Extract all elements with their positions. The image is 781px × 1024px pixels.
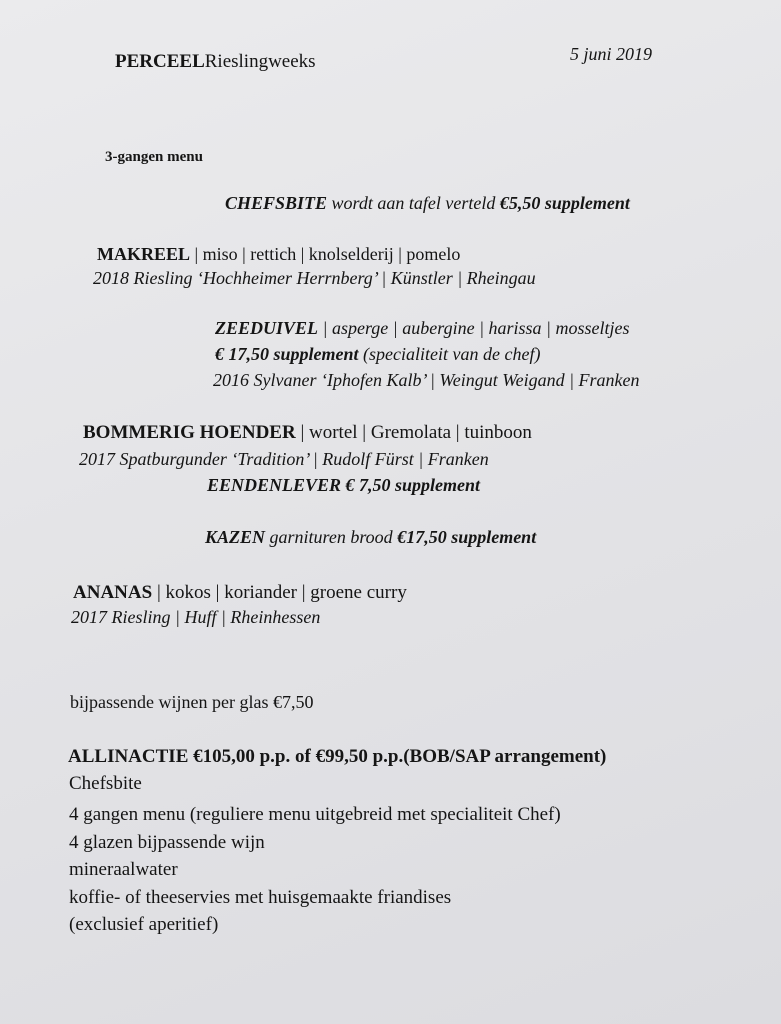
course-price: €17,50 supplement bbox=[397, 527, 537, 547]
eendenlever-supplement: EENDENLEVER € 7,50 supplement bbox=[207, 475, 481, 495]
allin-item: Chefsbite bbox=[69, 773, 142, 794]
course-name: KAZEN bbox=[205, 527, 266, 547]
course-name: ZEEDUIVEL bbox=[215, 318, 319, 338]
course-makreel bbox=[97, 245, 460, 263]
allin-item: 4 glazen bijpassende wijn bbox=[69, 832, 265, 853]
course-ingredients: | miso | rettich | knolselderij | pomelo bbox=[190, 244, 461, 264]
course-ingredients: | kokos | koriander | groene curry bbox=[152, 582, 407, 603]
course-name: MAKREEL bbox=[97, 244, 191, 264]
wine-pairing: 2016 Sylvaner ‘Iphofen Kalb’ | Weingut Weigand | Franken bbox=[213, 370, 640, 390]
course-supplement bbox=[215, 345, 540, 363]
course-name: BOMMERIG HOENDER bbox=[83, 422, 296, 443]
wine-pairing: 2018 Riesling ‘Hochheimer Herrnberg’ | Künstler | Rheingau bbox=[93, 268, 536, 288]
allin-item: koffie- of theeservies met huisgemaakte friandises bbox=[69, 887, 452, 908]
allin-item: 4 gangen menu (reguliere menu uitgebreid met specialiteit Chef) bbox=[69, 804, 561, 825]
brand: PERCEEL bbox=[115, 51, 205, 72]
supplement-price: € 17,50 supplement bbox=[215, 344, 359, 364]
event-title: Rieslingweeks bbox=[204, 51, 316, 72]
chefsbite-name: CHEFSBITE bbox=[225, 193, 328, 213]
wine-pairing: 2017 Spatburgunder ‘Tradition’ | Rudolf Fürst | Franken bbox=[79, 449, 489, 469]
course-ananas bbox=[73, 583, 407, 602]
supplement-note: (specialiteit van de chef) bbox=[358, 344, 541, 364]
chefsbite-text: wordt aan tafel verteld bbox=[331, 193, 496, 213]
allin-item: mineraalwater bbox=[69, 859, 178, 880]
wine-per-glass: bijpassende wijnen per glas €7,50 bbox=[70, 692, 314, 712]
menu-title: 3-gangen menu bbox=[105, 149, 203, 165]
chefsbite-price: €5,50 supplement bbox=[499, 193, 630, 213]
menu-header bbox=[115, 52, 316, 71]
course-kazen bbox=[205, 528, 536, 546]
course-bommerig-hoender bbox=[83, 423, 532, 442]
course-ingredients: | asperge | aubergine | harissa | mosseltjes bbox=[318, 318, 630, 338]
course-name: ANANAS bbox=[73, 582, 153, 603]
allin-item: (exclusief aperitief) bbox=[69, 914, 219, 935]
menu-date: 5 juni 2019 bbox=[570, 44, 653, 64]
chefsbite-line bbox=[225, 194, 630, 212]
course-text: garnituren brood bbox=[265, 527, 398, 547]
wine-pairing: 2017 Riesling | Huff | Rheinhessen bbox=[71, 607, 321, 627]
allin-title: ALLINACTIE €105,00 p.p. of €99,50 p.p.(BOB/SAP arrangement) bbox=[68, 746, 607, 767]
course-zeeduivel bbox=[215, 319, 629, 337]
course-ingredients: | wortel | Gremolata | tuinboon bbox=[295, 422, 532, 443]
